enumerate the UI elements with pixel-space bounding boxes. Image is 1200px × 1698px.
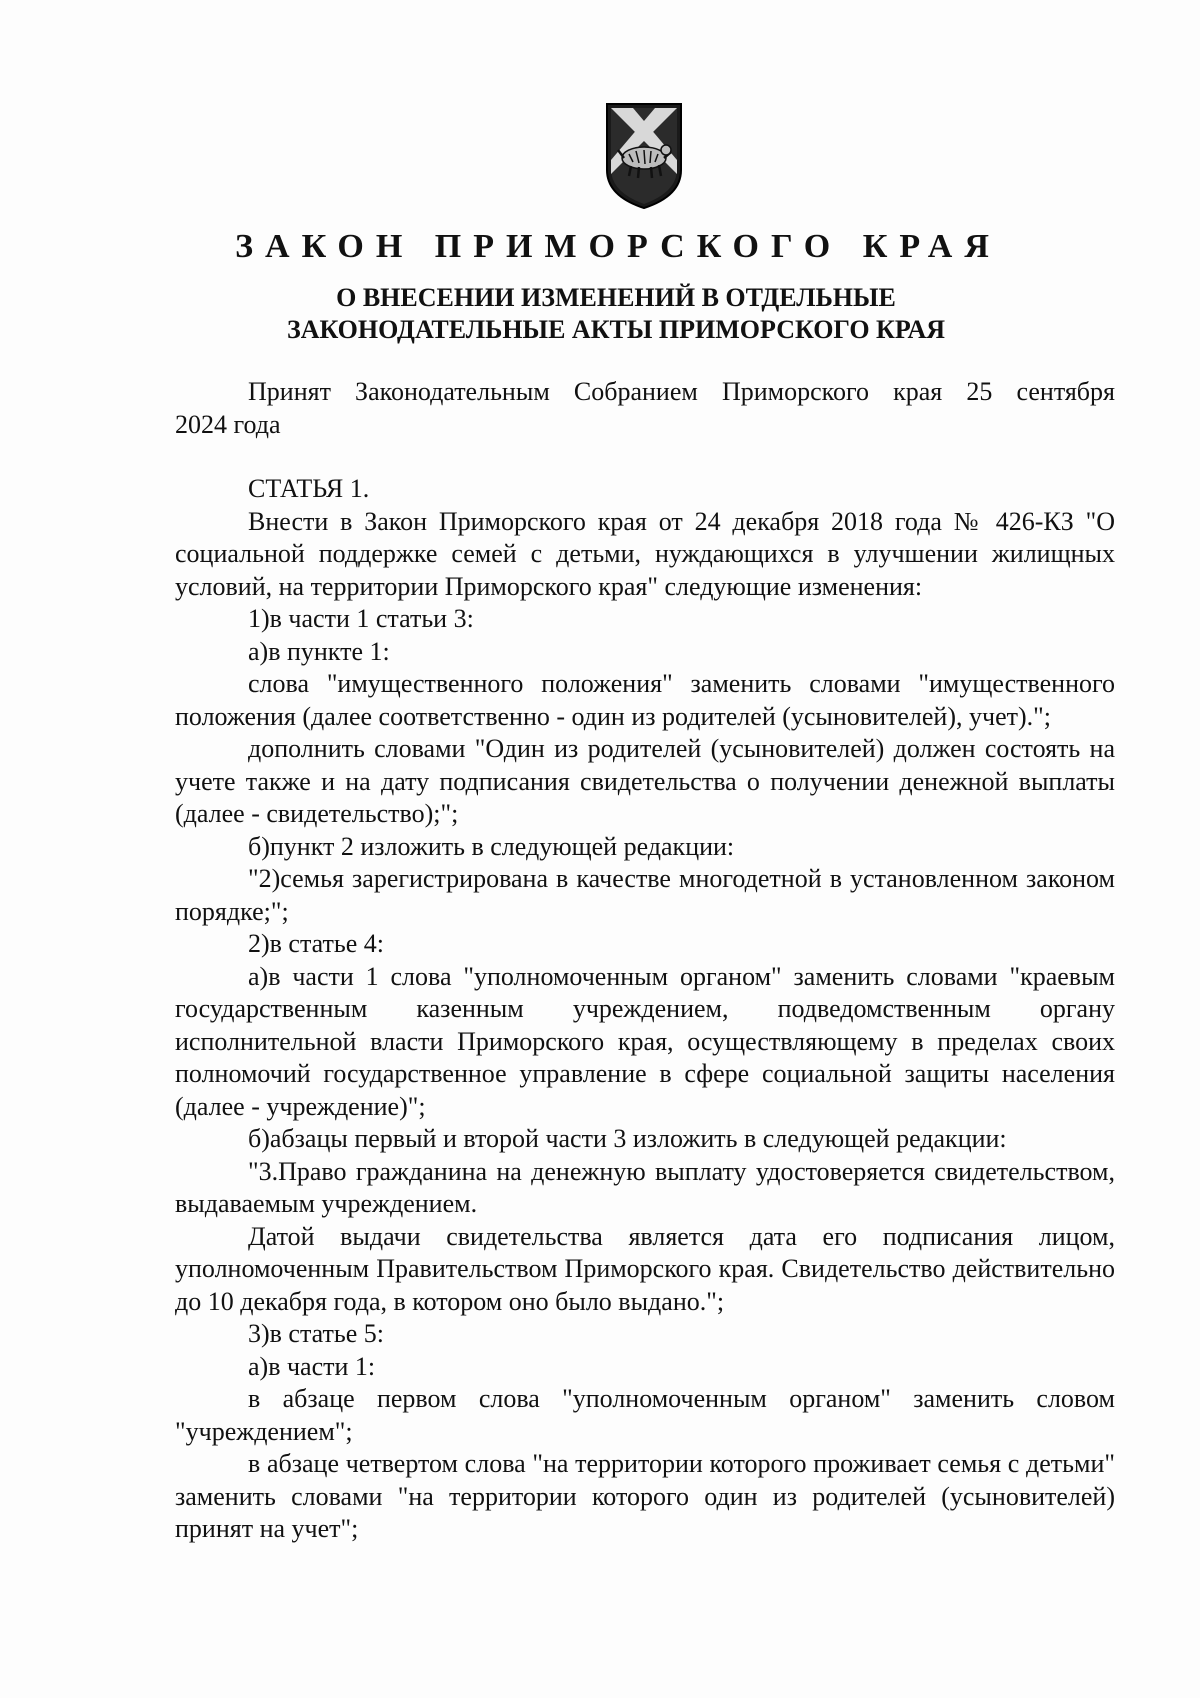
paragraph: б)абзацы первый и второй части 3 изложить в следующей редакции: <box>248 1124 1007 1153</box>
law-subtitle <box>0 282 1200 346</box>
paragraph: дополнить словами "Один из родителей (усыновителей) должен состоять на учете также и на дату подписания свидетельства о получении денежной выплаты (далее - свидетельство);"; <box>175 734 1115 828</box>
article-heading: СТАТЬЯ 1. <box>248 474 370 503</box>
paragraph: "3.Право гражданина на денежную выплату удостоверяется свидетельством, выдаваемым учреждением. <box>175 1156 1115 1218</box>
adoption-statement-line-2: 2024 года <box>175 409 281 439</box>
paragraph: а)в части 1 слова "уполномоченным органом" заменить словами "краевым государственным казенным учреждением, подведомственным органу исполнительной власти Приморского края, осуществляющему в пределах своих полномочий государственное управление в сфере социальной защиты населения (далее - учреждение)"; <box>175 961 1115 1121</box>
paragraph: а)в части 1: <box>248 1351 376 1381</box>
paragraph: 2)в статье 4: <box>248 929 385 958</box>
law-subtitle-line-2: ЗАКОНОДАТЕЛЬНЫЕ АКТЫ ПРИМОРСКОГО КРАЯ <box>286 315 946 344</box>
law-title: ЗАКОН ПРИМОРСКОГО КРАЯ <box>235 228 1001 265</box>
law-subtitle-line-1: О ВНЕСЕНИИ ИЗМЕНЕНИЙ В ОТДЕЛЬНЫЕ <box>336 283 896 312</box>
document-body <box>175 376 1115 1546</box>
paragraph: а)в пункте 1: <box>248 636 390 666</box>
adoption-statement-line-1: Принят Законодательным Собранием Приморского края 25 сентября <box>248 377 1115 406</box>
paragraph: Датой выдачи свидетельства является дата его подписания лицом, уполномоченным Правительством Приморского края. Свидетельство действительно до 10 декабря года, в котором оно было выдано."; <box>175 1221 1115 1316</box>
primorsky-coat-of-arms-icon <box>603 100 685 212</box>
paragraph: 1)в части 1 статьи 3: <box>248 604 474 633</box>
paragraph: б)пункт 2 изложить в следующей редакции: <box>248 831 735 861</box>
paragraph: в абзаце первом слова "уполномоченным органом" заменить словом "учреждением"; <box>175 1384 1115 1446</box>
paragraph: "2)семья зарегистрирована в качестве многодетной в установленном законом порядке;"; <box>175 864 1115 926</box>
paragraph: Внести в Закон Приморского края от 24 декабря 2018 года № 426-КЗ "О социальной поддержке семей с детьми, нуждающихся в улучшении жилищных условий, на территории Приморского края" следующие изменения: <box>175 506 1115 601</box>
paragraph: слова "имущественного положения" заменить словами "имущественного положения (далее соответственно - один из родителей (усыновителей), учет)."; <box>175 669 1115 731</box>
paragraph: в абзаце четвертом слова "на территории которого проживает семья с детьми" заменить словами "на территории которого один из родителей (усыновителей) принят на учет"; <box>175 1449 1115 1543</box>
paragraph: 3)в статье 5: <box>248 1319 385 1348</box>
